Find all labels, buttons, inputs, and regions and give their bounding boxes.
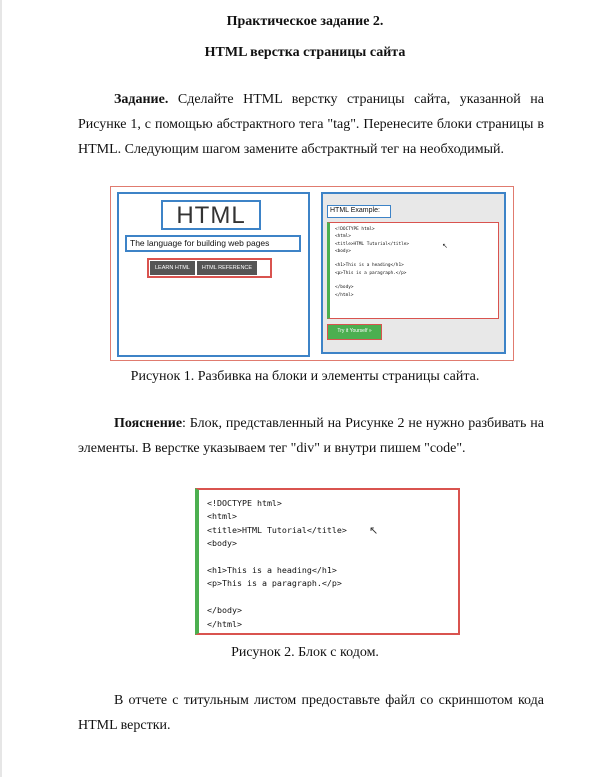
figure-1-left-block bbox=[117, 192, 310, 357]
button-group bbox=[147, 258, 272, 278]
code-line: </html> bbox=[335, 292, 354, 298]
report-paragraph bbox=[78, 688, 544, 738]
code-line: <html> bbox=[335, 234, 351, 240]
mouse-cursor-icon: ↖ bbox=[369, 524, 379, 537]
note-text-line1: : Блок, представленный на Рисунке 2 не нужно разбивать на bbox=[182, 416, 544, 431]
figure-1-right-block bbox=[321, 192, 506, 354]
code-line bbox=[335, 277, 498, 284]
task-text-line3: HTML. Следующим шагом замените абстрактный тег на необходимый. bbox=[78, 142, 505, 157]
page-title: Практическое задание 2. bbox=[226, 14, 384, 29]
task-label: Задание. bbox=[114, 92, 169, 107]
figure-2-caption: Рисунок 2. Блок с кодом. bbox=[231, 645, 379, 660]
try-it-yourself-button: Try it Yourself » bbox=[327, 324, 382, 340]
page-subtitle: HTML верстка страницы сайта bbox=[204, 45, 406, 60]
code-line: <!DOCTYPE html> bbox=[207, 498, 282, 508]
code-line bbox=[207, 551, 458, 564]
task-text-line2: Рисунке 1, с помощью абстрактного тега "tag". Перенесите блоки страницы в bbox=[78, 117, 544, 132]
task-text-line1: Сделайте HTML верстку страницы сайта, указанной на bbox=[168, 92, 544, 107]
html-heading: HTML bbox=[161, 200, 261, 230]
code-line: </html> bbox=[207, 618, 242, 629]
figure-2-code-block bbox=[195, 488, 460, 635]
code-line: <h1>This is a heading</h1> bbox=[207, 564, 337, 575]
note-label: Пояснение bbox=[114, 416, 183, 431]
tagline: The language for building web pages bbox=[125, 235, 301, 252]
code-line bbox=[335, 255, 498, 262]
code-line: <body> bbox=[207, 538, 237, 549]
figure-1 bbox=[110, 186, 514, 361]
report-text-line2: HTML верстки. bbox=[78, 718, 171, 733]
code-line: </body> bbox=[335, 285, 354, 291]
code-line: <p>This is a paragraph.</p> bbox=[335, 270, 407, 276]
code-line: </body> bbox=[207, 605, 242, 616]
html-reference-button: HTML REFERENCE bbox=[197, 261, 257, 275]
note-paragraph bbox=[78, 411, 544, 461]
code-line: <!DOCTYPE html> bbox=[335, 227, 375, 232]
figure-1-caption: Рисунок 1. Разбивка на блоки и элементы страницы сайта. bbox=[130, 369, 480, 384]
learn-html-button: LEARN HTML bbox=[150, 261, 195, 275]
code-line: <title>HTML Tutorial</title> bbox=[335, 241, 410, 247]
code-line: <h1>This is a heading</h1> bbox=[335, 263, 404, 269]
html-example-title: HTML Example: bbox=[327, 205, 391, 218]
note-text-line2: элементы. В верстке указываем тег "div" и внутри пишем "code". bbox=[78, 441, 466, 456]
code-line bbox=[207, 591, 458, 604]
code-line: <body> bbox=[335, 248, 351, 254]
task-paragraph bbox=[78, 87, 544, 162]
report-text-line1: В отчете с титульным листом предоставьте файл со скриншотом кода bbox=[114, 693, 544, 708]
mouse-cursor-icon: ↖ bbox=[442, 242, 448, 250]
code-line: <p>This is a paragraph.</p> bbox=[207, 578, 342, 589]
figure-1-code-block bbox=[327, 222, 499, 319]
code-line: <html> bbox=[207, 511, 237, 522]
code-line: <title>HTML Tutorial</title> bbox=[207, 524, 347, 535]
